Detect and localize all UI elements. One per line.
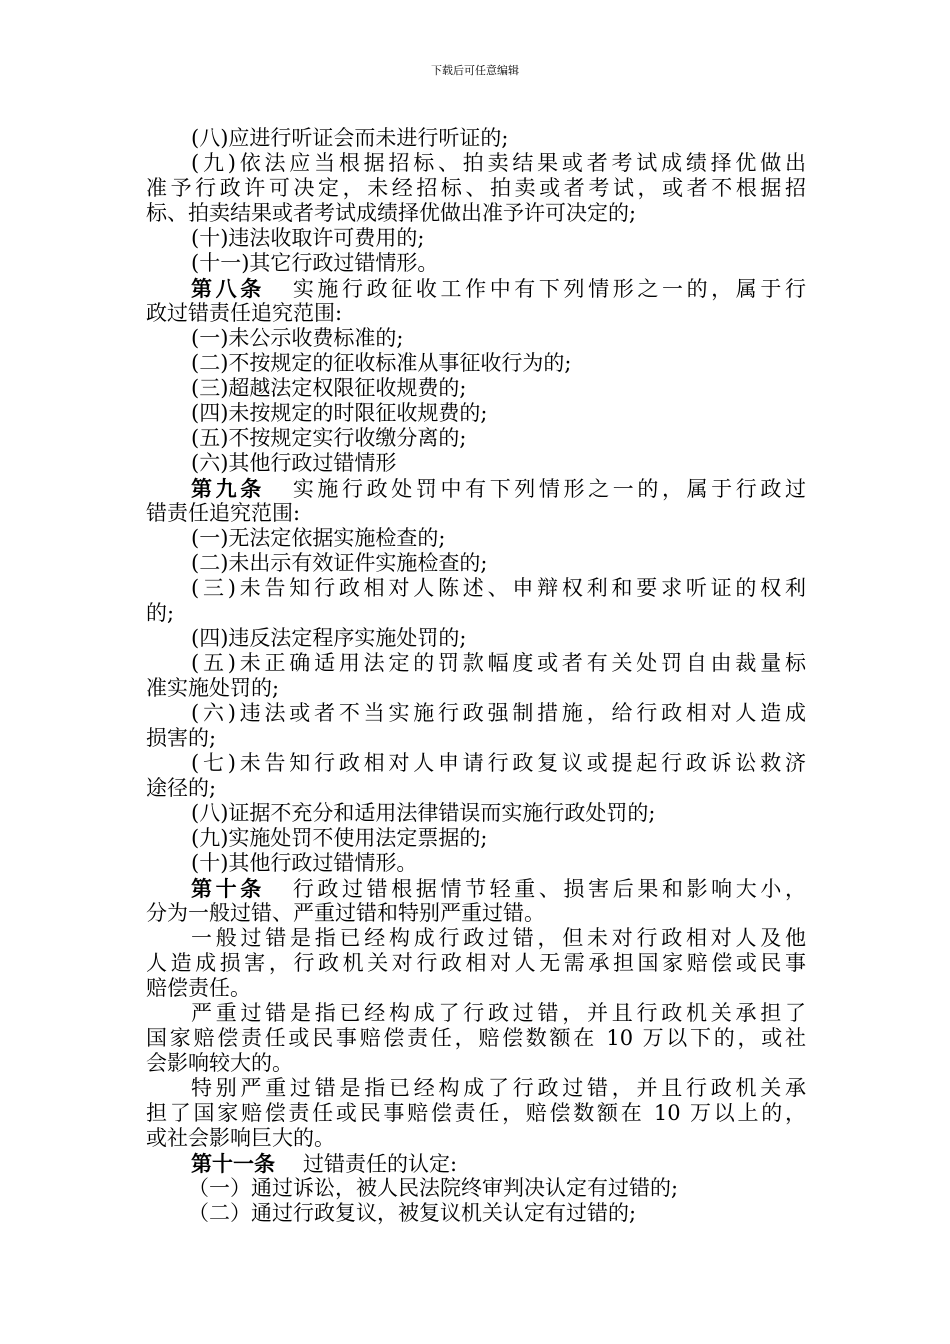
- line-text: (五)未正确适用法定的罚款幅度或者有关处罚自由裁量标: [191, 651, 806, 675]
- text-line: [146, 1176, 806, 1201]
- line-text: 损害的;: [146, 726, 217, 750]
- text-line: [146, 1201, 806, 1226]
- text-line: [146, 701, 806, 726]
- text-line: [146, 901, 806, 926]
- text-line: [146, 926, 806, 951]
- line-text: 分为一般过错、严重过错和特别严重过错。: [146, 901, 545, 925]
- article-title: 第十一条: [191, 1151, 275, 1176]
- article-title: 第九条: [191, 476, 265, 501]
- text-line: [146, 501, 806, 526]
- line-text: (十)其他行政过错情形。: [191, 851, 418, 875]
- article-line: [146, 276, 806, 301]
- text-line: [146, 401, 806, 426]
- text-line: [146, 726, 806, 751]
- text-line: [146, 201, 806, 226]
- line-text: (八)应进行听证会而未进行听证的;: [191, 126, 509, 150]
- line-text: 准予行政许可决定，未经招标、拍卖或者考试，或者不根据招: [146, 176, 806, 200]
- line-text: (二)未出示有效证件实施检查的;: [191, 551, 488, 575]
- text-line: [146, 976, 806, 1001]
- text-line: [146, 526, 806, 551]
- text-line: [146, 1101, 806, 1126]
- line-text: 途径的;: [146, 776, 217, 800]
- text-line: [146, 776, 806, 801]
- text-line: [146, 151, 806, 176]
- line-text: 一般过错是指已经构成行政过错，但未对行政相对人及他: [191, 926, 806, 950]
- line-text: (四)违反法定程序实施处罚的;: [191, 626, 467, 650]
- text-line: [146, 126, 806, 151]
- text-line: [146, 1051, 806, 1076]
- line-text: 过错责任的认定:: [303, 1152, 458, 1176]
- article-line: [146, 876, 806, 901]
- line-text: 担了国家赔偿责任或民事赔偿责任，赔偿数额在 10 万以上的，: [146, 1101, 806, 1125]
- text-line: [146, 651, 806, 676]
- text-line: [146, 676, 806, 701]
- line-text: 实施行政处罚中有下列情形之一的，属于行政过: [292, 477, 806, 501]
- article-title: 第八条: [191, 276, 265, 301]
- line-text: 或社会影响巨大的。: [146, 1126, 335, 1150]
- line-text: (五)不按规定实行收缴分离的;: [191, 426, 467, 450]
- line-text: 赔偿责任。: [146, 976, 251, 1000]
- line-text: (九)依法应当根据招标、拍卖结果或者考试成绩择优做出: [191, 151, 806, 175]
- line-text: (六)违法或者不当实施行政强制措施，给行政相对人造成: [191, 701, 806, 725]
- line-text: (八)证据不充分和适用法律错误而实施行政处罚的;: [191, 801, 656, 825]
- line-text: 行政过错根据情节轻重、损害后果和影响大小，: [292, 877, 806, 901]
- text-line: [146, 326, 806, 351]
- text-line: [146, 1076, 806, 1101]
- line-text: 错责任追究范围:: [146, 501, 301, 525]
- text-line: [146, 951, 806, 976]
- text-line: [146, 751, 806, 776]
- line-text: 标、拍卖结果或者考试成绩择优做出准予许可决定的;: [146, 201, 637, 225]
- text-line: [146, 301, 806, 326]
- line-text: 会影响较大的。: [146, 1051, 293, 1075]
- line-text: 实施行政征收工作中有下列情形之一的，属于行: [292, 277, 806, 301]
- line-text: (三)超越法定权限征收规费的;: [191, 376, 467, 400]
- text-line: [146, 851, 806, 876]
- line-text: (二)不按规定的征收标准从事征收行为的;: [191, 351, 572, 375]
- line-text: 的;: [146, 601, 175, 625]
- text-line: [146, 826, 806, 851]
- document-body: [146, 126, 806, 1226]
- text-line: [146, 351, 806, 376]
- line-text: (十)违法收取许可费用的;: [191, 226, 425, 250]
- line-text: (一)未公示收费标准的;: [191, 326, 404, 350]
- text-line: [146, 376, 806, 401]
- text-line: [146, 626, 806, 651]
- line-text: (七)未告知行政相对人申请行政复议或提起行政诉讼救济: [191, 751, 806, 775]
- article-title: 第十条: [191, 876, 265, 901]
- text-line: [146, 451, 806, 476]
- line-text: 国家赔偿责任或民事赔偿责任，赔偿数额在 10 万以下的，或社: [146, 1026, 806, 1050]
- line-text: (十一)其它行政过错情形。: [191, 251, 439, 275]
- line-text: 严重过错是指已经构成了行政过错，并且行政机关承担了: [191, 1001, 806, 1025]
- text-line: [146, 801, 806, 826]
- line-text: 准实施处罚的;: [146, 676, 280, 700]
- text-line: [146, 226, 806, 251]
- article-line: [146, 1151, 806, 1176]
- line-text: (三)未告知行政相对人陈述、申辩权利和要求听证的权利: [191, 576, 806, 600]
- text-line: [146, 1001, 806, 1026]
- line-text: 政过错责任追究范围:: [146, 301, 343, 325]
- text-line: [146, 176, 806, 201]
- text-line: [146, 1026, 806, 1051]
- line-text: (四)未按规定的时限征收规费的;: [191, 401, 488, 425]
- article-line: [146, 476, 806, 501]
- text-line: [146, 426, 806, 451]
- text-line: [146, 601, 806, 626]
- line-text: （一）通过诉讼，被人民法院终审判决认定有过错的;: [188, 1176, 679, 1200]
- text-line: [146, 251, 806, 276]
- page-header: 下载后可任意编辑: [431, 64, 519, 77]
- line-text: （二）通过行政复议，被复议机关认定有过错的;: [188, 1201, 637, 1225]
- text-line: [146, 576, 806, 601]
- text-line: [146, 551, 806, 576]
- text-line: [146, 1126, 806, 1151]
- line-text: 人造成损害，行政机关对行政相对人无需承担国家赔偿或民事: [146, 951, 806, 975]
- line-text: (六)其他行政过错情形: [191, 451, 397, 475]
- line-text: (一)无法定依据实施检查的;: [191, 526, 446, 550]
- line-text: (九)实施处罚不使用法定票据的;: [191, 826, 488, 850]
- line-text: 特别严重过错是指已经构成了行政过错，并且行政机关承: [191, 1076, 806, 1100]
